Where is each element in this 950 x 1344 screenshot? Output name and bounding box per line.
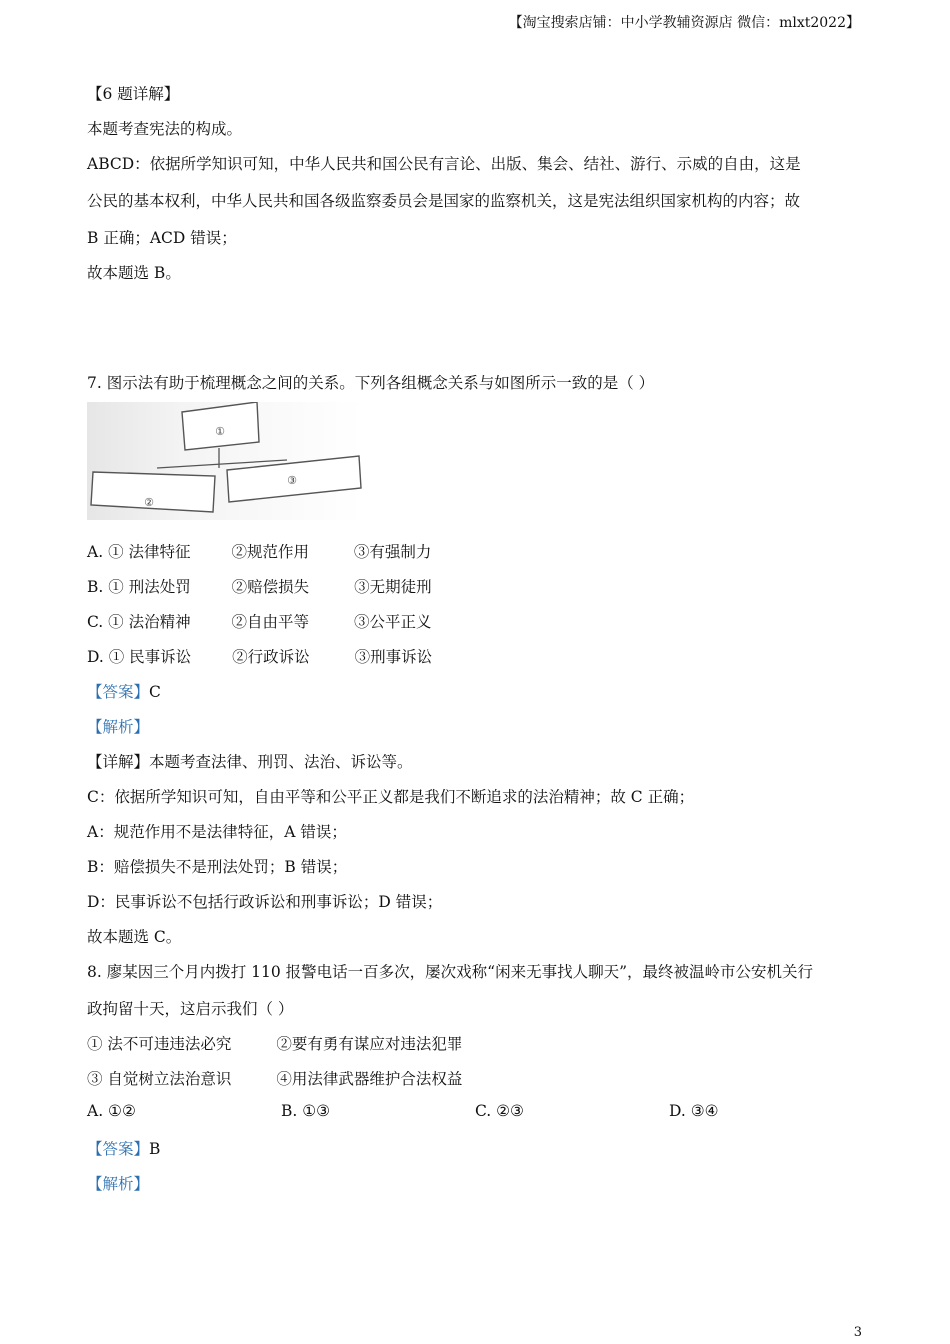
box-2-label: ② xyxy=(144,496,154,509)
option-letter: D. xyxy=(87,648,104,666)
detail-tag: 【详解】 xyxy=(87,753,150,771)
answer-tag: 【答案】 xyxy=(87,1140,150,1158)
q7-option-c xyxy=(87,610,432,632)
q8-choice-a: A. ①② xyxy=(87,1102,136,1120)
q8-choice-d: D. ③④ xyxy=(669,1102,719,1120)
q6-title: 【6 题详解】 xyxy=(87,85,180,103)
q7-answer xyxy=(87,680,161,702)
q8-answer xyxy=(87,1137,160,1159)
detail-text: 本题考查法律、刑罚、法治、诉讼等。 xyxy=(149,753,413,771)
q6-paragraph-line-2: 公民的基本权利，中华人民共和国各级监察委员会是国家的监察机关，这是宪法组织国家机构的内容；故 xyxy=(87,192,801,210)
statement-item: ②要有勇有谋应对违法犯罪 xyxy=(276,1035,463,1053)
statement-item: ③ 自觉树立法治意识 xyxy=(87,1070,232,1088)
q7-stem: 7. 图示法有助于梳理概念之间的关系。下列各组概念关系与如图所示一致的是（ ） xyxy=(87,374,655,392)
option-letter: C. xyxy=(87,613,104,631)
option-item: ① 法律特征 xyxy=(108,543,191,561)
q8-statement-row xyxy=(87,1032,462,1054)
option-item: ②规范作用 xyxy=(231,543,309,561)
concept-relation-figure xyxy=(87,402,363,520)
option-letter: A. xyxy=(87,543,104,561)
option-item: ③无期徒刑 xyxy=(354,578,432,596)
answer-tag: 【答案】 xyxy=(87,683,150,701)
q8-stem-line-1: 8. 廖某因三个月内拨打 110 报警电话一百多次，屡次戏称“闲来无事找人聊天”，最终被温岭市公安机关行 xyxy=(87,963,814,981)
option-item: ① 刑法处罚 xyxy=(108,578,191,596)
option-item: ③公平正义 xyxy=(354,613,432,631)
box-3-label: ③ xyxy=(287,474,297,487)
option-item: ③刑事诉讼 xyxy=(354,648,433,666)
option-item: ③有强制力 xyxy=(353,543,432,561)
option-item: ① 民事诉讼 xyxy=(108,648,192,666)
q7-conclusion: 故本题选 C。 xyxy=(87,928,182,946)
page-header: 【淘宝搜索店铺：中小学教辅资源店 微信：mlxt2022】 xyxy=(508,15,860,31)
q8-stem-line-2: 政拘留十天，这启示我们（ ） xyxy=(87,1000,294,1018)
q6-paragraph-line-1: ABCD：依据所学知识可知，中华人民共和国公民有言论、出版、集会、结社、游行、示威的自由，这是 xyxy=(87,155,801,173)
page-number: 3 xyxy=(853,1325,862,1340)
option-item: ②自由平等 xyxy=(231,613,310,631)
option-letter: B. xyxy=(87,578,104,596)
q8-choice-b: B. ①③ xyxy=(281,1102,331,1120)
q7-explanation-line: B：赔偿损失不是刑法处罚；B 错误； xyxy=(87,858,348,876)
answer-value: B xyxy=(149,1140,161,1158)
answer-value: C xyxy=(149,683,161,701)
q7-option-a xyxy=(87,540,431,562)
q8-statement-row xyxy=(87,1067,462,1089)
q6-conclusion: 故本题选 B。 xyxy=(87,264,181,282)
q8-choice-c: C. ②③ xyxy=(475,1102,524,1120)
q6-paragraph-line-3: B 正确；ACD 错误； xyxy=(87,229,237,247)
statement-item: ④用法律武器维护合法权益 xyxy=(276,1070,463,1088)
statement-item: ① 法不可违违法必究 xyxy=(87,1035,232,1053)
q7-explanation-line: A：规范作用不是法律特征，A 错误； xyxy=(87,823,347,841)
q7-explanation-line: C：依据所学知识可知，自由平等和公平正义都是我们不断追求的法治精神；故 C 正确； xyxy=(87,788,695,806)
option-item: ②赔偿损失 xyxy=(231,578,310,596)
q7-explanation-line: D：民事诉讼不包括行政诉讼和刑事诉讼；D 错误； xyxy=(87,893,443,911)
q7-option-d xyxy=(87,645,432,667)
q7-detail xyxy=(87,750,413,772)
box-1-label: ① xyxy=(215,425,225,438)
q8-analysis-tag: 【解析】 xyxy=(87,1175,150,1193)
concept-diagram xyxy=(87,402,363,520)
q6-intro: 本题考查宪法的构成。 xyxy=(87,120,243,138)
option-item: ① 法治精神 xyxy=(108,613,191,631)
q7-option-b xyxy=(87,575,432,597)
option-item: ②行政诉讼 xyxy=(232,648,310,666)
q7-analysis-tag: 【解析】 xyxy=(87,718,150,736)
